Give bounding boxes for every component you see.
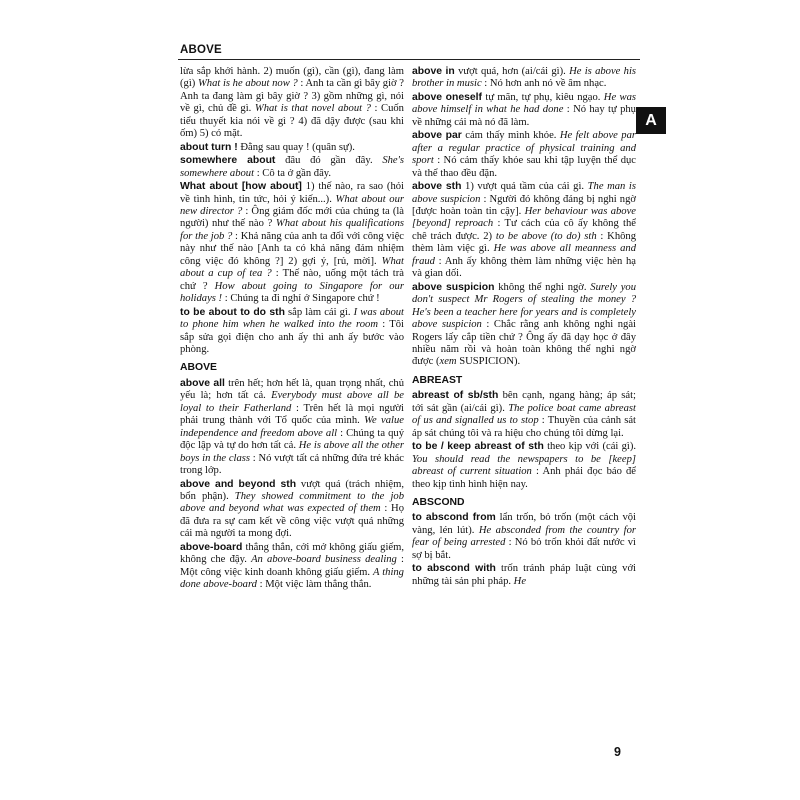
- entry-above-and-beyond: above and beyond sth vượt quá (trách nhiệm, bổn phận). They showed commitment to the job above and beyond what was expected of them : Họ đã đưa ra sự cam kết về công việc vượt quá những cái mà người ta mong đợi.: [180, 478, 404, 540]
- headword: above all: [180, 377, 225, 389]
- headword: somewhere about: [180, 155, 276, 167]
- section-heading-abscond: ABSCOND: [412, 496, 465, 508]
- entry-above-sth: above sth 1) vượt quá tầm của cái gì. The man is above suspicion : Người đó không đáng bị nghi ngờ [được hoàn toàn tin cậy]. Her behaviour was above [beyond] reproach : Tư cách của cô ấy không thể chê trách được. 2) to be above (to do) sth : Không thèm làm việc gì. He was above all meanness and fraud : Anh ấy không thèm làm những việc hèn hạ và gian dối.: [412, 181, 637, 280]
- entry-what-about: What about [how about] 1) thế nào, ra sao (hỏi về tình hình, tin tức, hỏi ý kiến...). What about our new director ? : Ông giám đốc mới của chúng ta (là người) như thế nào ? What about his qualifications for the job ? : Khả năng của anh ta đối với công việc này như thế nào [Anh ta có khả năng đảm nhiệm công việc đó không ?] 2) gợi ý, [rủ, mời]. What about a cup of tea ? : Thế nào, uống một tách trà chứ ? How about going to Singapore for our holidays ! : Chúng ta đi nghỉ ở Singapore chứ !: [180, 181, 404, 305]
- page-number: 9: [614, 745, 621, 759]
- headword: above suspicion: [412, 281, 495, 293]
- headword: above and beyond sth: [180, 478, 297, 490]
- entry-keep-abreast: to be / keep abreast of sth theo kịp với (cái gì). You should read the newspapers to be [keep] abreast of current situation : Anh phải đọc báo để theo kịp tình hình hiện nay.: [412, 441, 637, 490]
- entry-abscond-with: to abscond with trốn tránh pháp luật cùng với những tài sản phi pháp. He: [412, 563, 636, 587]
- headword: What about [how about]: [180, 181, 302, 193]
- headword: abreast of sb/sth: [412, 390, 499, 402]
- entry-above-suspicion: above suspicion không thể nghi ngờ. Surely you don't suspect Mr Rogers of stealing the money ? He's been a teacher here for years and is completely above suspicion : Chắc rằng anh không nghi ngài Rogers lấy cắp tiền chứ ? Ông ấy đã dạy học ở đây nhiều năm rồi và hoàn toàn không thể nghi ngờ được (xem SUSPICION).: [412, 281, 636, 368]
- header-rule: [178, 59, 640, 60]
- running-header: ABOVE: [180, 44, 222, 56]
- entry-above-par: above par cảm thấy mình khỏe. He felt above par after a regular practice of physical training and sport : Nó cảm thấy khỏe sau khi tập luyện thể dục và thể thao đều đặn.: [412, 130, 636, 179]
- entry-about-turn: about turn ! Đằng sau quay ! (quân sự).: [180, 141, 355, 153]
- headword: above sth: [412, 181, 462, 193]
- entry-abscond-from: to abscond from lẩn trốn, bỏ trốn (một cách vội vàng, lén lút). He absconded from the country for fear of being arrested : Nó bỏ trốn khỏi đất nước vì sợ bị bắt.: [412, 512, 636, 561]
- section-heading-abreast: ABREAST: [412, 374, 463, 386]
- right-column: [412, 66, 636, 589]
- headword: to be / keep abreast of sth: [412, 441, 544, 453]
- headword: above par: [412, 130, 462, 142]
- headword: above in: [412, 66, 455, 77]
- entry-above-oneself: above oneself tự mãn, tự phụ, kiêu ngạo. He was above himself in what he had done : Nó hay tự phụ về những cái mà nó đã làm.: [412, 91, 636, 128]
- entry-abreast-of: abreast of sb/sth bên cạnh, ngang hàng; áp sát; tới sát gần (ai/cái gì). The police boat came abreast of us and signalled us to stop : Thuyền của cảnh sát áp sát chúng tôi và ra hiệu cho chúng tôi dừng lại.: [412, 390, 636, 439]
- headword: about turn !: [180, 141, 238, 153]
- headword: to be about to do sth: [180, 306, 285, 318]
- entry-somewhere-about: somewhere about đâu đó gần đây. She's somewhere about : Cô ta ở gần đây.: [180, 155, 404, 179]
- headword: above-board: [180, 541, 243, 553]
- headword: above oneself: [412, 91, 483, 103]
- entry-above-all: above all trên hết; hơn hết là, quan trọng nhất, chủ yếu là; hơn tất cả. Everybody must above all be loyal to their Fatherland : Trên hết là mọi người phải trung thành với Tổ quốc của mình. We value independence and freedom above all : Chúng ta quý độc lập và tự do hơn tất cả. He is above all the other boys in the class : Nó vượt tất cả những đứa trẻ khác trong lớp.: [180, 377, 405, 477]
- headword: to abscond with: [412, 563, 496, 575]
- letter-tab: A: [636, 107, 666, 134]
- left-column: [180, 66, 404, 593]
- entry-continuation: lừa sắp khởi hành. 2) muốn (gì), cần (gì), đang làm (gì) What is he about now ? : Anh ta cần gì bây giờ ? Anh ta đang làm gì bây giờ ? 3) gồm những gì, nói về gì, chủ đề gì. What is that novel about ? : Cuốn tiểu thuyết kia nói về gì ? 4) đã dậy được (sau khi ốm) 5) có mặt.: [180, 66, 404, 140]
- entry-above-board: above-board thẳng thắn, cởi mở không giấu giếm, không che đậy. An above-board business dealing : Một công việc kinh doanh không giấu giếm. A thing done above-board : Một việc làm thẳng thắn.: [180, 541, 405, 591]
- section-heading-above: ABOVE: [180, 362, 217, 374]
- headword: to abscond from: [412, 512, 496, 524]
- entry-above-in: above in vượt quá, hơn (ai/cái gì). He is above his brother in music : Nó hơn anh nó về âm nhạc.: [412, 66, 637, 90]
- entry-be-about-to: to be about to do sth sắp làm cái gì. I was about to phone him when he walked into the room : Tôi sắp sửa gọi điện cho anh ấy thì anh ấy bước vào phòng.: [180, 306, 404, 355]
